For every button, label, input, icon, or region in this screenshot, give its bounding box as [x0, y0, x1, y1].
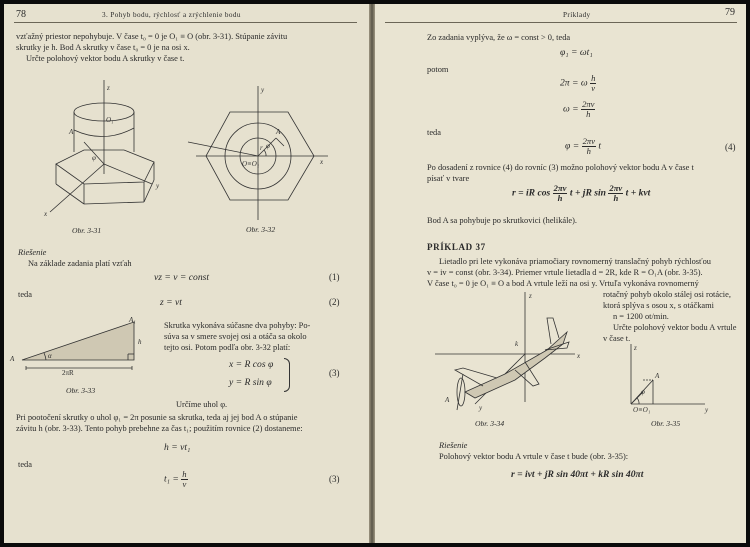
equation-1: vz = v = const [154, 272, 210, 283]
text-line: teda [18, 290, 32, 299]
text-line: ktorá splýva s osou x, s otáčkami [603, 301, 714, 310]
text-line: Určíme uhol φ. [176, 400, 228, 409]
figure-3-31 [44, 84, 174, 224]
text-line: závitu h (obr. 3-33). Tento pohyb prebehne za čas t₁; použitím rovnice (2) dostaneme: [16, 424, 303, 433]
figure-caption: Obr. 3-35 [651, 419, 681, 428]
text-line: potom [427, 65, 449, 74]
right-page [375, 4, 746, 543]
svg-text:φ: φ [92, 154, 96, 162]
equation-3a: x = R cos φ [229, 359, 274, 370]
page-number: 78 [16, 9, 26, 20]
svg-text:φ: φ [641, 388, 645, 396]
svg-text:x: x [44, 210, 48, 218]
text-line: Určte polohový vektor bodu A vrtule [613, 323, 737, 332]
text-line: Pri pootočení skrutky o uhol φ₁ = 2π posunie sa skrutka, teda aj jej bod A o stúpanie [16, 413, 298, 422]
svg-text:A: A [69, 128, 74, 136]
example-heading: PRÍKLAD 37 [427, 242, 486, 252]
header-rule [385, 22, 737, 23]
figure-caption: Obr. 3-32 [246, 225, 276, 234]
equation-2: z = vt [160, 297, 182, 308]
equation-number: (3) [329, 368, 340, 378]
figure-3-35 [613, 344, 713, 416]
svg-text:y: y [156, 182, 160, 190]
text-line: Lietadlo pri lete vykonáva priamočiary rovnomerný translačný pohyb rýchlosťou [439, 257, 711, 266]
text-line: rotačný pohyb okolo stálej osi rotácie, [603, 290, 731, 299]
svg-text:A: A [655, 372, 660, 380]
equation-c: ω = $\frac{2\pi v}{h}$ [563, 99, 595, 119]
figure-3-34 [435, 292, 600, 417]
text-line: skrutky je h. Bod A skrutky v čase t₀ = 0 je na osi x. [16, 43, 190, 52]
svg-text:A: A [276, 128, 281, 136]
running-header: 3. Pohyb bodu, rýchlosť a zrýchlenie bodu [102, 11, 241, 19]
svg-text:O≡O₁: O≡O₁ [242, 160, 260, 168]
text-line: vzťažný priestor nepohybuje. V čase t₀ = 0 je O₁ ≡ O (obr. 3-31). Stúpanie závitu [16, 32, 288, 41]
text-line: Zo zadania vyplýva, že ω = const > 0, teda [427, 33, 571, 42]
fig33-label-a: A [10, 355, 15, 363]
solution-heading: Riešenie [439, 441, 468, 450]
text-line: písať v tvare [427, 174, 470, 183]
svg-text:x: x [320, 158, 324, 166]
svg-text:O₁: O₁ [106, 116, 114, 124]
fig33-label-a1: A₁ [129, 316, 136, 324]
svg-text:z: z [529, 292, 532, 300]
equation-number: (3) [329, 474, 340, 484]
text-line: n = 1200 ot/min. [613, 312, 669, 321]
y-axis [104, 164, 152, 184]
text-line: súva sa v smere svojej osi a otáča sa okolo [164, 332, 307, 341]
fig33-label-alpha: α [48, 352, 52, 360]
equation-e: r = iR cos $\frac{2\pi v}{h}$ t + jR sin $\frac{2\pi v}{h}$ t + kvt [512, 183, 651, 203]
fig33-label-2pir: 2πR [62, 369, 74, 377]
text-line: Polohový vektor bodu A vrtule v čase t bude (obr. 3-35): [439, 452, 629, 461]
page-number: 79 [725, 7, 735, 18]
text-line: Na základe zadania platí vzťah [28, 259, 132, 268]
text-line: Určte polohový vektor bodu A skrutky v čase t. [26, 54, 185, 63]
figure-caption: Obr. 3-31 [72, 226, 102, 235]
text-line: Bod A sa pohybuje po skrutkovici (helikále). [427, 216, 578, 225]
text-line: v = iv = const (obr. 3-34). Priemer vrtule lietadla d = 2R, kde R = O₁A (obr. 3-35). [427, 268, 703, 277]
figure-3-32 [196, 86, 331, 221]
equation-a: φ₁ = ωt₁ [560, 47, 593, 58]
running-header: Príklady [563, 11, 591, 19]
equation-number: (4) [725, 142, 736, 152]
svg-text:k: k [515, 340, 519, 348]
text-line: V čase t₀ = 0 je O₁ ≡ O a bod A vrtule leží na osi y. Vrtuľa vykonáva rovnomerný [427, 279, 699, 288]
book-spread [4, 4, 746, 543]
equation-b: 2π = ω $\frac{h}{v}$ [560, 73, 596, 93]
svg-text:y: y [705, 406, 709, 414]
svg-text:z: z [107, 84, 110, 92]
equation-4: h = vt₁ [164, 442, 191, 453]
svg-text:r: r [260, 144, 263, 152]
svg-text:y: y [479, 404, 483, 412]
svg-text:O≡O₁: O≡O₁ [633, 406, 651, 414]
svg-text:x: x [577, 352, 581, 360]
text-line: tejto osi. Potom podľa obr. 3-32 platí: [164, 343, 291, 352]
text-line: Po dosadení z rovnice (4) do rovníc (3) možno polohový vektor bodu A v čase t [427, 163, 694, 172]
text-line: Skrutka vykonáva súčasne dva pohyby: Po- [164, 321, 311, 330]
equation-brace [284, 358, 290, 392]
svg-text:z: z [634, 344, 637, 352]
figure-3-33 [16, 316, 146, 376]
solution-heading: Riešenie [18, 248, 47, 257]
text-line: teda [427, 128, 441, 137]
x-axis [50, 164, 104, 212]
equation-number: (1) [329, 272, 340, 282]
text-line: v čase t. [603, 334, 631, 343]
equation-final: r = ivt + jR sin 40πt + kR sin 40πt [511, 469, 644, 480]
left-page [4, 4, 370, 543]
fig33-label-h: h [138, 338, 142, 346]
svg-text:φ: φ [266, 142, 270, 150]
equation-3b: y = R sin φ [229, 377, 272, 388]
svg-text:y: y [261, 86, 265, 94]
figure-caption: Obr. 3-34 [475, 419, 505, 428]
text-line: teda [18, 460, 32, 469]
header-rule [14, 22, 357, 23]
equation-number: (2) [329, 297, 340, 307]
equation-d: φ = $\frac{2\pi v}{h}$ t [565, 136, 602, 156]
figure-caption: Obr. 3-33 [66, 386, 96, 395]
svg-text:A: A [445, 396, 450, 404]
equation-5: t₁ = $\frac{h}{v}$ [164, 469, 187, 489]
